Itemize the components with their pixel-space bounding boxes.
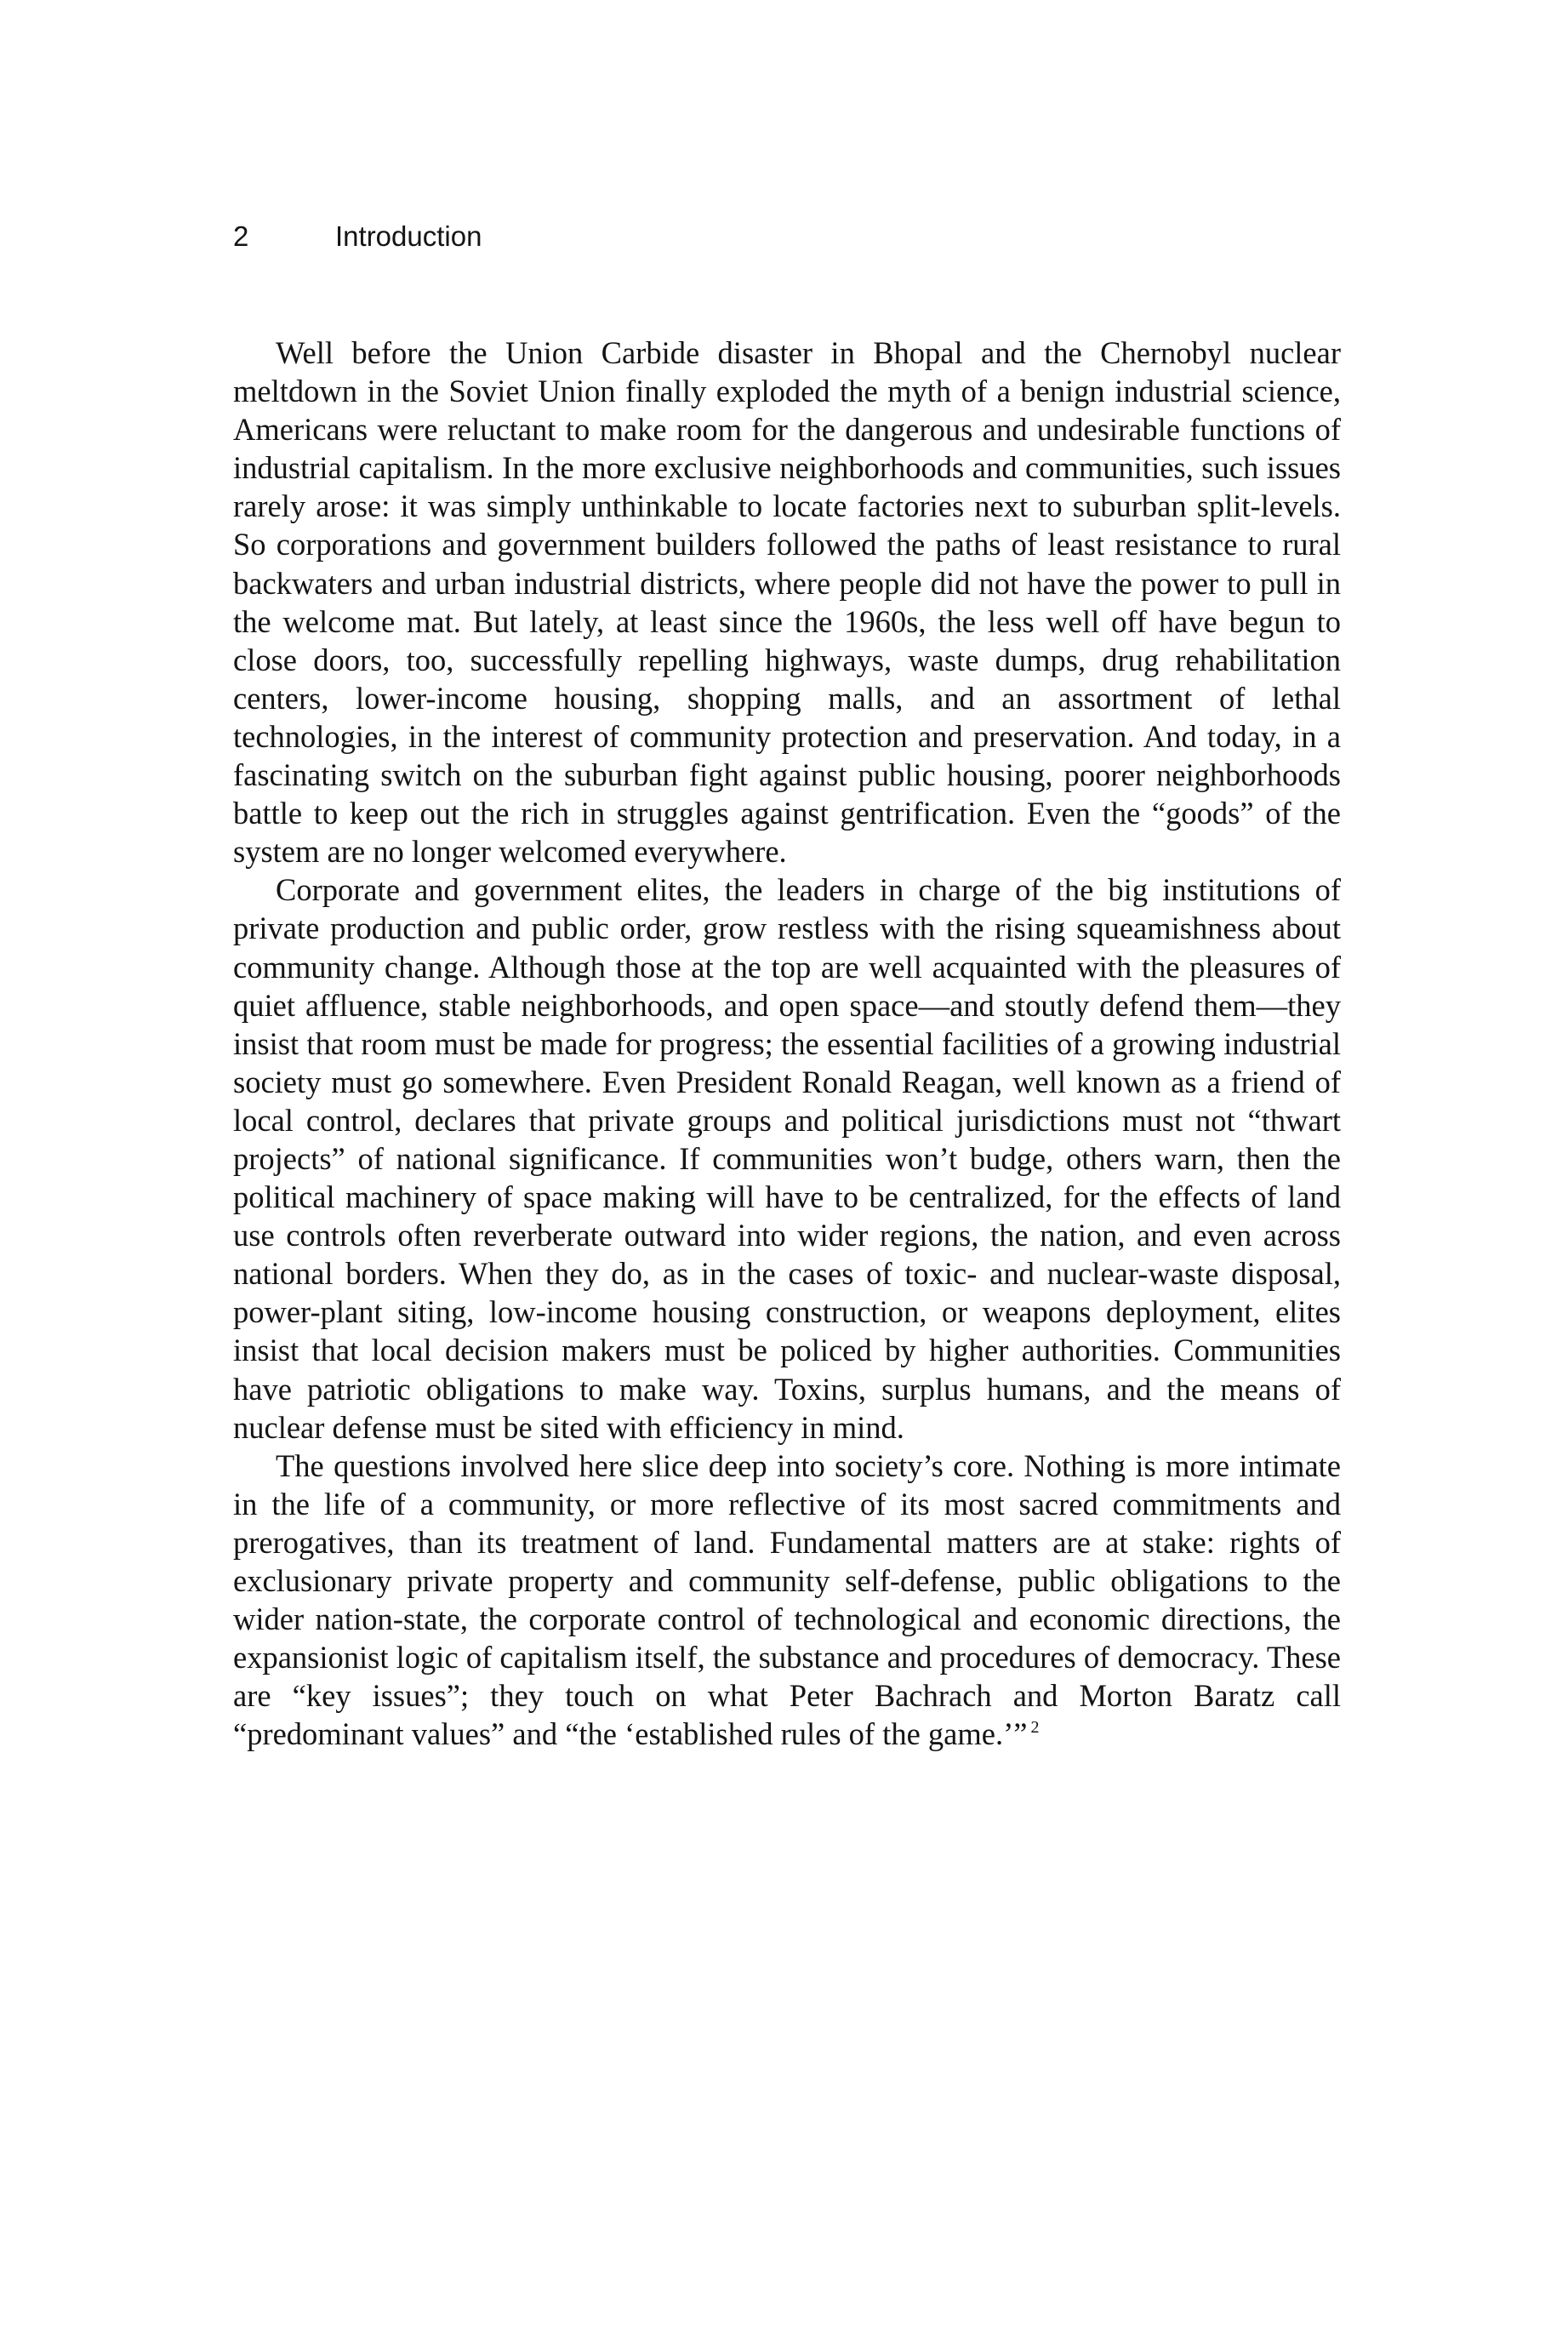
paragraph-2: Corporate and government elites, the leaders in charge of the big institutions of private production and public order, grow restless with the rising squeamishness about community change. Although those at the top are well acquainted with the pleasures of quiet affluence, stable neighborhoods, and open space—and stoutly defend them—they insist that room must be made for progress; the essential facilities of a growing industrial society must go somewhere. Even President Ronald Reagan, well known as a friend of local control, declares that private groups and political jurisdictions must not “thwart projects” of national significance. If communities won’t budge, others warn, then the political machinery of space making will have to be centralized, for the effects of land use controls often reverberate outward into wider regions, the nation, and even across national borders. When they do, as in the cases of toxic- and nuclear-waste disposal, power-plant siting, low-income housing construction, or weapons deployment, elites insist that local decision makers must be policed by higher authorities. Communities have patriotic obligations to make way. Toxins, surplus humans, and the means of nuclear defense must be sited with efficiency in mind.: [233, 872, 1341, 1445]
footnote-reference[interactable]: 2: [1030, 1718, 1040, 1738]
paragraph-3: [233, 1447, 1341, 1754]
section-title: Introduction: [335, 220, 482, 252]
running-head: [233, 220, 1339, 254]
paragraph-1: Well before the Union Carbide disaster in Bhopal and the Chernobyl nuclear meltdown in the Soviet Union finally exploded the myth of a benign industrial science, Americans were reluctant to make room for the dangerous and undesirable functions of industrial capitalism. In the more exclusive neighborhoods and communities, such issues rarely arose: it was simply unthinkable to locate factories next to suburban split-levels. So corporations and government builders followed the paths of least resistance to rural backwaters and urban industrial districts, where people did not have the power to pull in the welcome mat. But lately, at least since the 1960s, the less well off have begun to close doors, too, successfully repelling highways, waste dumps, drug rehabilitation centers, lower-income housing, shopping malls, and an assortment of lethal technologies, in the interest of community protection and preservation. And today, in a fascinating switch on the suburban fight against public housing, poorer neighborhoods battle to keep out the rich in struggles against gentrification. Even the “goods” of the system are no longer welcomed everywhere.: [233, 335, 1341, 870]
paragraph-3-text: The questions involved here slice deep into society’s core. Nothing is more intimate in the life of a community, or more reflective of its most sacred commitments and prerogatives, than its treatment of land. Fundamental matters are at stake: rights of exclusionary private property and community self-defense, public obligations to the wider nation-state, the corporate control of technological and economic directions, the expansionist logic of capitalism itself, the substance and procedures of democracy. These are “key issues”; they touch on what Peter Bachrach and Morton Baratz call “predominant values” and “the ‘established rules of the game.’”: [233, 1447, 1341, 1752]
page-number: 2: [233, 220, 249, 252]
body-text: [233, 334, 1341, 1753]
